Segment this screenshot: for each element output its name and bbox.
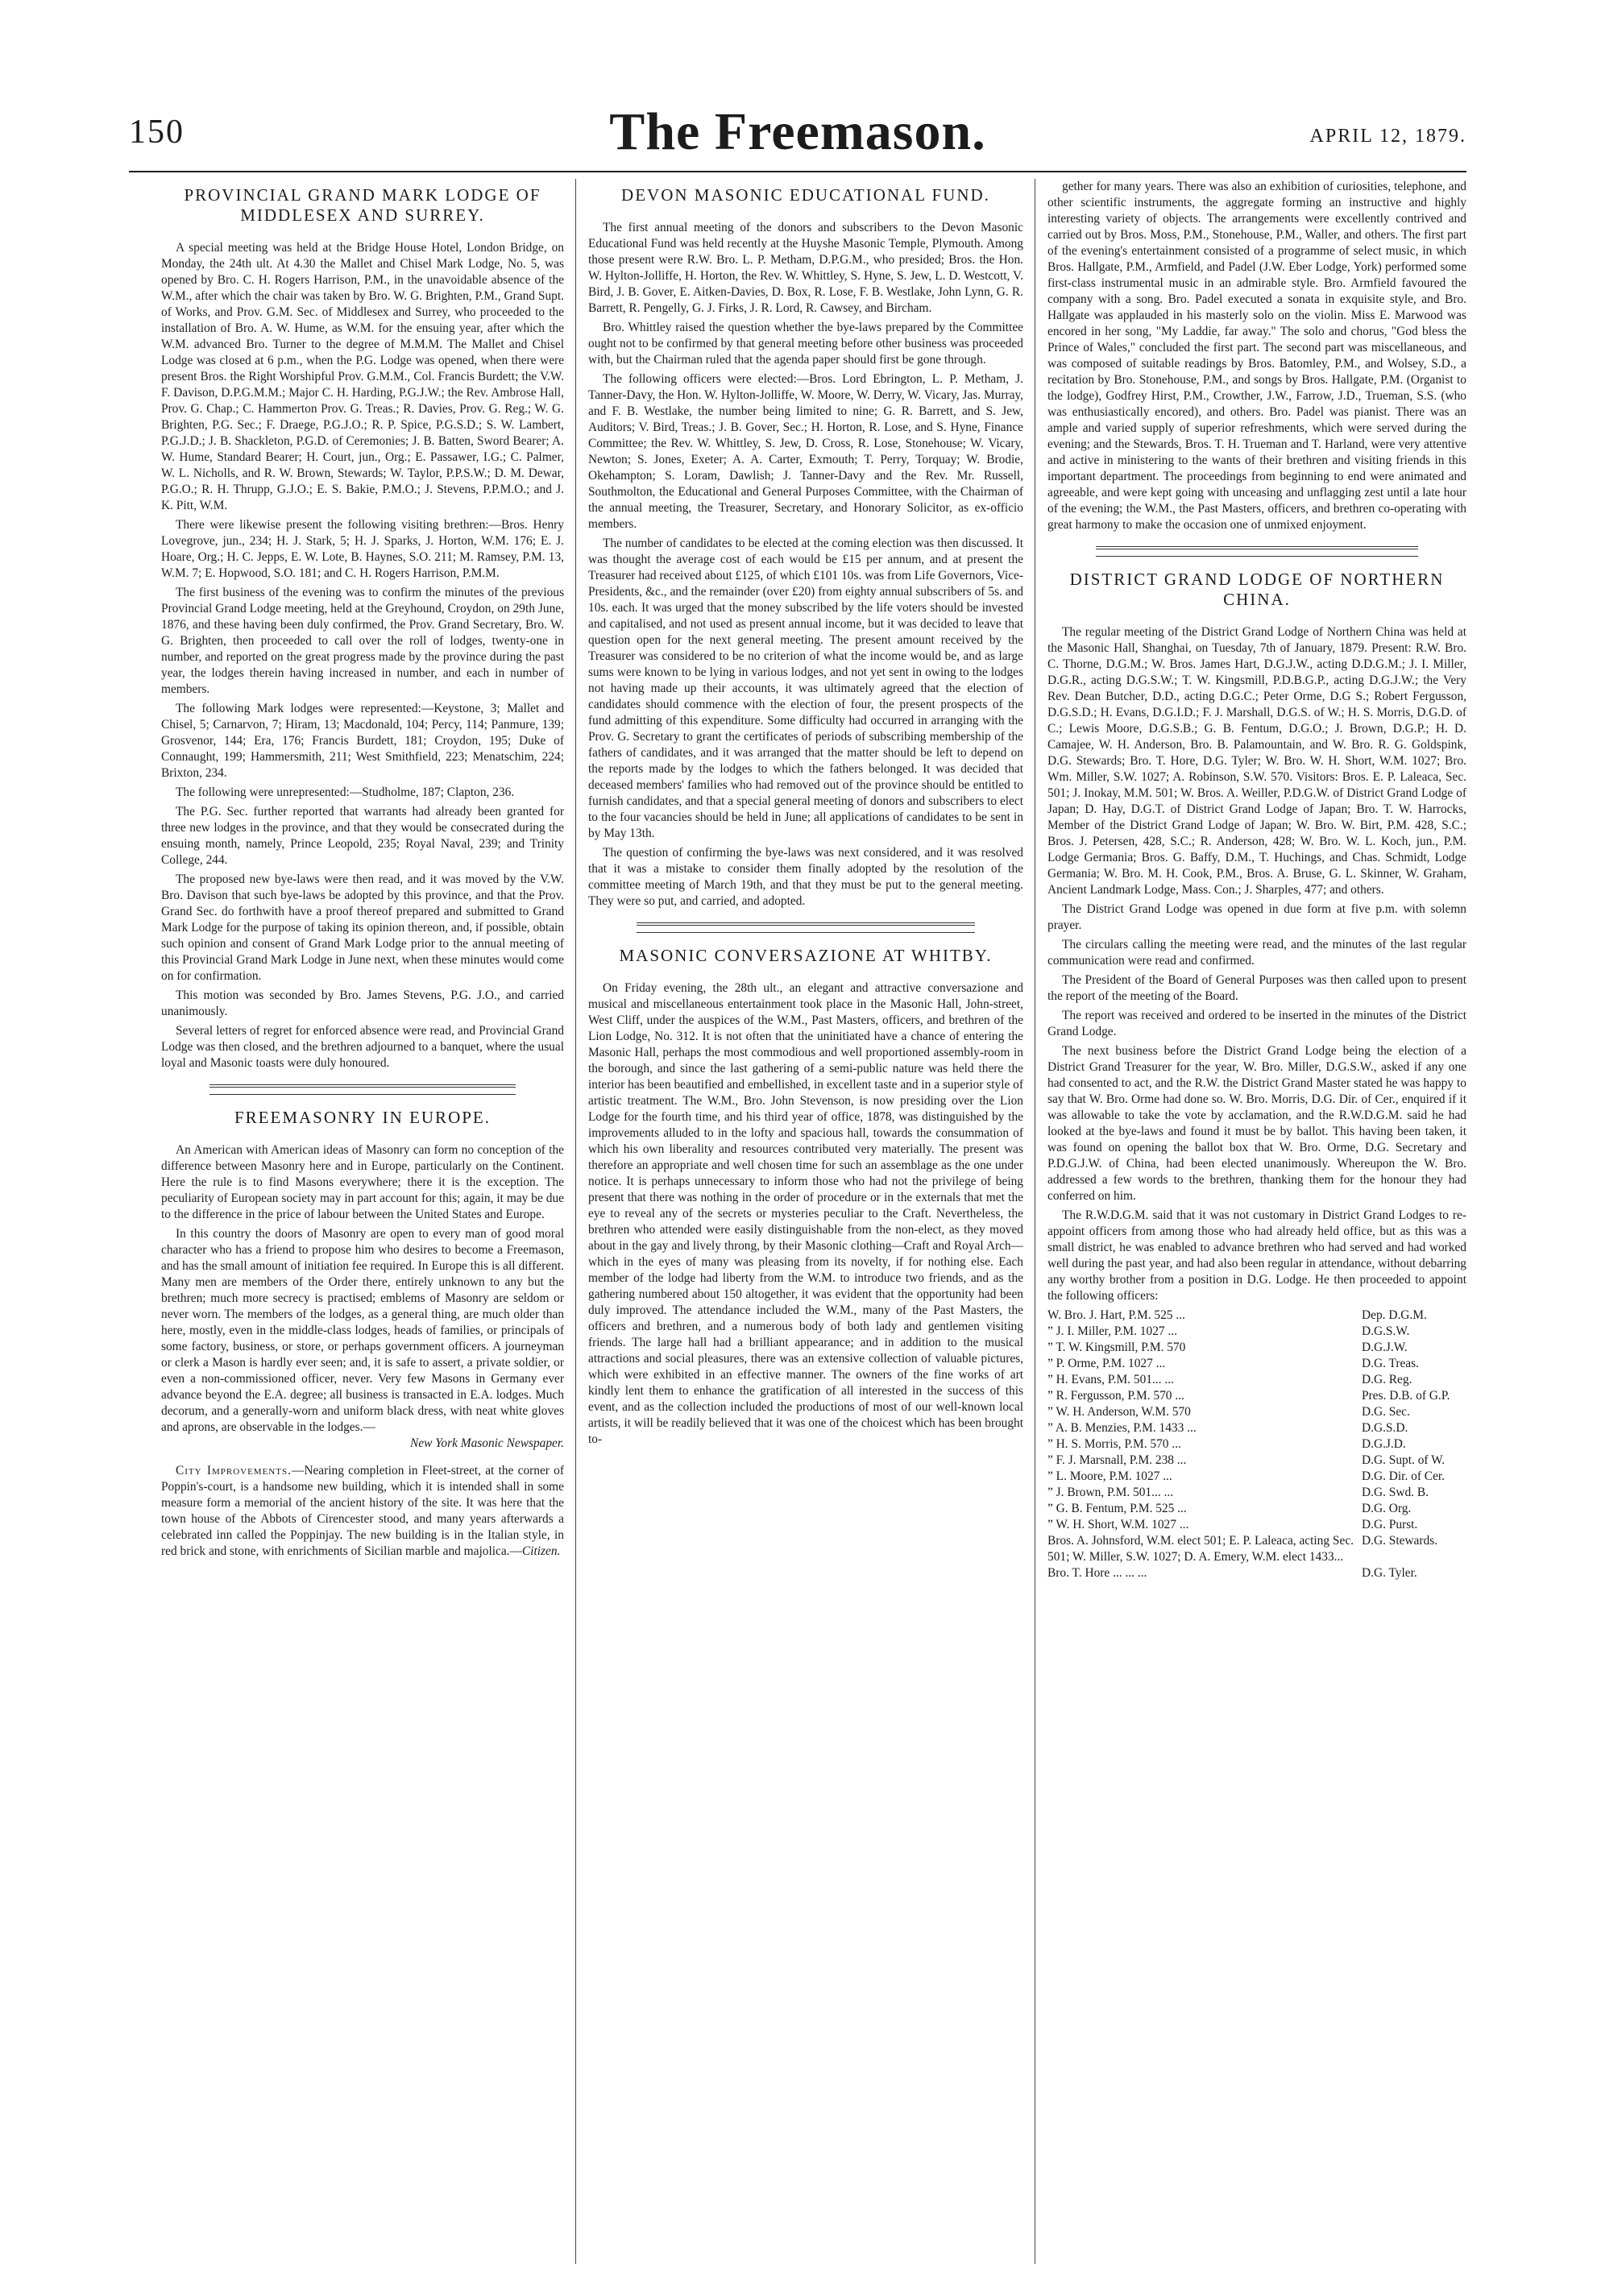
- officer-name: ” L. Moore, P.M. 1027 ...: [1047, 1469, 1172, 1483]
- paragraph: The regular meeting of the District Grand Lodge of Northern China was held at the Masonic Hall, Shanghai, on Tuesday, 7th of January, 1879. Present: R.W. Bro. C. Thorne, D.G.M.; W. Bros. James Hart, D.G.J.W., acting D.D.G.M.; J. I. Miller, D.G.R., acting D.G.S.W.; T. W. Kingsmill, P.D.B.G.P., acting D.G.J.W.; the Very Rev. Dean Butcher, D.D., acting D.G.C.; Peter Orme, D.G S.; Robert Fergusson, D.G.S.D.; H. Evans, D.G.I.D.; F. J. Marshall, D.G.S. of W.; H. S. Morris, D.G.D. of C.; Lewis Moore, D.G.S.B.; G. B. Fentum, D.G.O.; J. Brown, D.G.P.; H. D. Camajee, W. H. Anderson, Bro. B. Palamountain, and W. Bro. R. G. Goldspink, D.G. Stewards; Bro. T. Hore, D.G. Tyler; W. Bro. W. H. Short, W.M. 1027; Bro. Wm. Miller, S.W. 1027; A. Robinson, S.W. 570. Visitors: Bros. E. P. Laleaca, Sec. 501; J. Inokay, M.M. 501; W. Bros. A. Weiller, P.D.G.W. of District Grand Lodge of Japan; D. Hay, D.G.T. of District Grand Lodge of Japan; Bro. T. W. Harrocks, Member of the District Grand Lodge of Japan; W. Bro. W. Birt, P.M. 428, S.C.; Bros. J. Petersen, 428, S.C.; R. Anderson, 428; W. Bro. W. L. Koch, jun., P.M. Lodge Germania; Bros. G. Baffy, D.M., T. Huchings, and Chas. Schmidt, Lodge Germania; W. Bro. M. H. Cook, P.M., Bros. A. Bruse, G. L. Skinner, W. Graham, Ancient Landmark Lodge, Mass. Con.; J. Sharples, 477; and others.: [1047, 625, 1466, 897]
- officer-role: D.G. Reg.: [1362, 1373, 1412, 1386]
- paragraph: Several letters of regret for enforced absence were read, and Provincial Grand Lodge was then closed, and the brethren adjourned to a banquet, where the usual loyal and Masonic toasts were duly honoured.: [161, 1024, 564, 1070]
- officer-row: [1047, 1436, 1466, 1453]
- article-separator: [209, 1084, 516, 1095]
- officer-name: ” W. H. Anderson, W.M. 570: [1047, 1405, 1191, 1419]
- article-title: DISTRICT GRAND LODGE OF NORTHERN CHINA.: [1069, 570, 1445, 609]
- paragraph: On Friday evening, the 28th ult., an elegant and attractive conversazione and musical and miscellaneous entertainment took place in the Masonic Hall, John-street, West Cliff, under the auspices of the W.M., Past Masters, officers, and brethren of the Lion Lodge, No. 312. It is not often that the uninitiated have a chance of entering the Masonic Hall, perhaps the most commodious and well proportioned assembly-room in the borough, and since the last gathering of a semi-public nature was held there the interior has been beautified and embellished, in excellent taste and in a superior style of artistic treatment. The W.M., Bro. John Stevenson, is now presiding over the Lion Lodge for the fourth time, and his third year of office, 1878, was distinguished by the improvements alluded to in the lofty and spacious hall, towards the consummation of which his own liberality and resources contributed very materially. The present was therefore an appropriate and well chosen time for such an assemblage as the one under notice. It is perhaps unnecessary to inform those who had not the privilege of being present that there was nothing in the order of procedure or in the externals that met the eye to reveal any of the secrets or mysteries peculiar to the Craft. Nevertheless, the brethren who attended were easily distinguishable from the non-elect, as they moved about in the gay and lively throng, by their Masonic clothing—Craft and Royal Arch—which in the eyes of many was pleasing from its novelty, if for nothing else. Each member of the lodge had liberty from the W.M. to introduce two friends, and as the gathering numbered about 150 altogether, it was evident that the opportunity had been duly improved. The attendance included the W.M., many of the Past Masters, the officers and brethren, and a numerous body of both lady and gentlemen visiting friends. The large hall had a brilliant appearance; and in addition to the musical attractions and social pleasures, there was an extensive collection of valuable pictures, which were exhibited in an effective manner. The owners of the fine works of art kindly lent them to enhance the gratification of all interested in the success of this event, and as the collection included the productions of most of our well-known local artists, it will be readily believed that it was one of the choicest which has been brought to-: [588, 981, 1023, 1446]
- article-body: [588, 980, 1023, 1448]
- officer-row: [1047, 1501, 1466, 1517]
- officers-list: [1047, 1308, 1466, 1581]
- article-body: [1047, 624, 1466, 1304]
- officer-row: [1047, 1517, 1466, 1533]
- officer-row: [1047, 1565, 1466, 1581]
- article-source: New York Masonic Newspaper.: [410, 1436, 564, 1450]
- paragraph: In this country the doors of Masonry are open to every man of good moral character who has a friend to propose him who desires to become a Freemason, and has the small amount of initiation fee required. In Europe this is all different. Many men are members of the Order there, entirely unknown to any but the brethren; much more secrecy is practised; emblems of Masonry are seldom or never worn. The members of the lodges, as a general thing, are much older than here, mostly, even in the middle-class lodges, heads of families, or principals of some factory, business, or store, or perhaps government officers. A journeyman or clerk a Mason is hardly ever seen; and, it is safe to assert, a private soldier, or even a non-commissioned officer, never. Very few Masons in Germany ever advance beyond the E.A. degree; all business is transacted in E.A. lodges. Much decorum, and a generally-worn and uniform black dress, with neat white gloves and aprons, are observable in the lodges.—: [161, 1227, 564, 1434]
- officer-role: D.G.S.D.: [1362, 1421, 1408, 1435]
- officer-row: [1047, 1308, 1466, 1324]
- article-title: DEVON MASONIC EDUCATIONAL FUND.: [621, 185, 990, 205]
- article-separator: [637, 922, 975, 933]
- paragraph: The following Mark lodges were represented:—Keystone, 3; Mallet and Chisel, 5; Carnarvon, 7; Hiram, 13; Macdonald, 104; Percy, 114; Panmure, 139; Grosvenor, 144; Era, 176; Francis Burdett, 181; Croydon, 195; Duke of Connaught, 199; Hammersmith, 211; West Smithfield, 223; Menatschim, 224; Brixton, 234.: [161, 702, 564, 780]
- paragraph: gether for many years. There was also an exhibition of curiosities, telephone, and other scientific instruments, the aggregate forming an instructive and highly interesting variety of objects. The arrangements were excellently contrived and carried out by Bros. Moss, P.M., Stonehouse, P.M., Waller, and others. The first part of the evening's entertainment consisted of a programme of select music, in which Bros. Hallgate, P.M., Armfield, and Padel (J.W. Eber Lodge, York) performed some first-class instrumental music in an admirable style. Bro. Armfield favoured the company with a song. Bro. Padel executed a sonata in exquisite style, and Bro. Hallgate was applauded in his masterly solo on the violin. Miss E. Marwood was encored in her song, "My Laddie, far away." The solo and chorus, "God bless the Prince of Wales," concluded the first part. The second part was miscellaneous, and was composed of suitable readings by Bros. Batomley, P.M., and Wolsey, S.D., a recitation by Bro. Stonehouse, P.M., and songs by Bros. Hallgate, P.M. (Organist to the lodge), Godfrey Hirst, P.M., Crowther, J.W., Farrow, J.D., Trueman, S.S. (who was enthusiastically encored), and others. Bro. Padel was pianist. There was an ample and varied supply of superior refreshments, which were served during the evening; and the Stewards, Bros. T. H. Trueman and T. Harland, were very attentive and active in ministering to the wants of their brethren and visiting friends in this important department. The proceedings from beginning to end were animated and agreeable, and were kept going with unceasing and unflagging zest until a late hour of the evening; the W.M., the Past Masters, officers, and brethren co-operating with great harmony to make the occasion one of unmixed enjoyment.: [1047, 180, 1466, 532]
- officer-row: [1047, 1388, 1466, 1404]
- page-header: [129, 102, 1466, 187]
- officer-role: D.G. Supt. of W.: [1362, 1453, 1446, 1467]
- officer-name: ” H. Evans, P.M. 501... ...: [1047, 1373, 1174, 1386]
- paragraph: The President of the Board of General Purposes was then called upon to present the report of the meeting of the Board.: [1047, 973, 1466, 1003]
- officer-row: [1047, 1533, 1466, 1565]
- item-source: Citizen.: [521, 1544, 561, 1558]
- paragraph: The following officers were elected:—Bros. Lord Ebrington, L. P. Metham, J. Tanner-Davy, the Hon. W. Hylton-Jolliffe, W. Moore, W. Derry, W. Vicary, Jas. Murray, and F. B. Westlake, the number being limited to nine; G. R. Barrett, and S. Jew, Auditors; V. Bird, Treas.; J. B. Gover, Sec.; H. Horton, R. Lose, and S. Hyne, Finance Committee; the Rev. W. Whittley, S. Jew, D. Cross, R. Lose, Stonehouse; W. Vicary, Newton; S. Jones, Exeter; A. A. Carter, Exmouth; T. Perry, Torquay; W. Brodie, Okehampton; S. Loram, Dawlish; J. Tanner-Davy and the Rev. Mr. Russell, Southmolton, the Educational and General Purposes Committee, with the Chairman of the annual meeting, the Treasurer, Secretary, and Honorary Solicitor, as ex-officio members.: [588, 372, 1023, 531]
- paragraph: The number of candidates to be elected at the coming election was then discussed. It was thought the average cost of each would be £15 per annum, and at present the Treasurer had received about £125, of which £101 10s. was from Life Governors, Vice-Presidents, &c., and the remainder (over £20) from eighty annual subscribers of 5s. and 10s. each. It was urged that the money subscribed by the life voters should be invested and capitalised, and not used as present annual income, but it was decided to leave that question open for the next general meeting. The present amount received by the Treasurer was considered to be no criterion of what the income would be, and as large sums were known to be lying in various lodges, and not yet sent in owing to the lodges not having made up their accounts, it was ultimately agreed that the election of candidates should commence with the election of four, the present prospects of the fund admitting of this expenditure. Some difficulty had occurred in arranging with the Prov. G. Secretary to grant the certificates of periods of subscribing membership of the fathers of candidates, and it was arranged that the matter should be left to depend on the reports made by the lodges to which the fathers belonged. It was decided that deceased members' families who had removed out of the province should be entitled to furnish candidates, and that a special general meeting of donors and subscribers to elect to the four vacancies should be held in June; all applications of candidates to be sent in by May 13th.: [588, 537, 1023, 840]
- paragraph: The first business of the evening was to confirm the minutes of the previous Provincial Grand Lodge meeting, held at the Greyhound, Croydon, on 29th June, 1876, and these having been duly confirmed, the Prov. Grand Secretary, Bro. W. G. Brighten, then proceeded to call over the roll of lodges, twenty-one in number, and reported on the great progress made by the province during the past year, the lodges therein having increased in number, and each in number of members.: [161, 586, 564, 696]
- article-title: PROVINCIAL GRAND MARK LODGE OF MIDDLESEX AND SURREY.: [184, 185, 541, 225]
- issue-date: APRIL 12, 1879.: [1309, 126, 1466, 147]
- paragraph: An American with American ideas of Masonry can form no conception of the difference between Masonry here and in Europe, particularly on the Continent. Here the rule is to find Masons everywhere; there it is the exception. The peculiarity of European society may in part account for this; again, it may be due to the difference in the price of labour between the United States and Europe.: [161, 1143, 564, 1221]
- paragraph: The proposed new bye-laws were then read, and it was moved by the V.W. Bro. Davison that such bye-laws be adopted by this province, and that the Prov. Grand Sec. do forthwith have a proof thereof prepared and submitted to Grand Mark Lodge for the purpose of taking its opinion thereon, and, if possible, obtain such opinion and consent of Grand Mark Lodge prior to the annual meeting of this Provincial Grand Mark Lodge in June next, when these minutes would come on for confirmation.: [161, 872, 564, 983]
- news-item: [161, 1463, 564, 1560]
- item-heading: City Improvements.: [176, 1464, 292, 1477]
- officer-row: [1047, 1420, 1466, 1436]
- paragraph: The circulars calling the meeting were read, and the minutes of the last regular communication were read and confirmed.: [1047, 938, 1466, 968]
- officer-role: D.G. Purst.: [1362, 1518, 1418, 1531]
- officer-name: ” W. H. Short, W.M. 1027 ...: [1047, 1518, 1189, 1531]
- masthead: The Freemason.: [609, 102, 986, 161]
- officer-name: ” H. S. Morris, P.M. 570 ...: [1047, 1437, 1181, 1451]
- officer-name: ” J. I. Miller, P.M. 1027 ...: [1047, 1324, 1177, 1338]
- paragraph: The District Grand Lodge was opened in due form at five p.m. with solemn prayer.: [1047, 902, 1466, 932]
- officer-name: ” T. W. Kingsmill, P.M. 570: [1047, 1341, 1186, 1354]
- paragraph: The P.G. Sec. further reported that warrants had already been granted for three new lodges in the province, and that they would be consecrated during the ensuing month, namely, Prince Leopold, 235; Royal Naval, 239; and Trinity College, 244.: [161, 805, 564, 867]
- officer-role: D.G. Dir. of Cer.: [1362, 1469, 1446, 1483]
- officer-row: [1047, 1356, 1466, 1372]
- paragraph: The report was received and ordered to be inserted in the minutes of the District Grand Lodge.: [1047, 1009, 1466, 1038]
- article-title: FREEMASONRY IN EUROPE.: [234, 1108, 491, 1127]
- officer-name: ” F. J. Marsnall, P.M. 238 ...: [1047, 1453, 1187, 1467]
- item-text: —Nearing completion in Fleet-street, at the corner of Poppin's-court, is a handsome new building, which it is intended shall in some measure form a memorial of the ancient history of the site. It was here that the town house of the Abbots of Cirencester stood, and many years afterwards a celebrated inn called the Poppinjay. The new building is in the Italian style, in red brick and stone, with enrichments of Sicilian marble and majolica.—: [161, 1464, 564, 1558]
- header-rule: [129, 171, 1466, 172]
- officer-row: [1047, 1372, 1466, 1388]
- officer-role: Pres. D.B. of G.P.: [1362, 1389, 1450, 1403]
- paragraph: The next business before the District Grand Lodge being the election of a District Grand Treasurer for the year, W. Bro. Miller, D.G.S.W., asked if any one had consented to act, and the R.W. the District Grand Master stated he was happy to say that W. Bro. Orme had done so. W. Bro. Morris, D.G. Dir. of Cer., enquired if it was allowable to take the vote by acclamation, and the R.W.D.G.M. said he had looked at the bye-laws and found it must be by ballot. This having been taken, it was found on opening the ballot box that W. Bro. Orme, D.G. Secretary and P.D.G.J.W. of China, had been elected unanimously. Whereupon the W. Bro. addressed a few words to the brethren, thanking them for the honour they had conferred on him.: [1047, 1044, 1466, 1203]
- officer-name: ” P. Orme, P.M. 1027 ...: [1047, 1357, 1166, 1370]
- officer-role: D.G.J.D.: [1362, 1437, 1406, 1451]
- officer-row: [1047, 1469, 1466, 1485]
- officer-name: ” J. Brown, P.M. 501... ...: [1047, 1486, 1174, 1499]
- officer-role: D.G. Tyler.: [1362, 1566, 1417, 1580]
- officer-name: W. Bro. J. Hart, P.M. 525 ...: [1047, 1308, 1185, 1322]
- officer-role: Dep. D.G.M.: [1362, 1308, 1427, 1322]
- officer-row: [1047, 1324, 1466, 1340]
- officer-role: D.G. Stewards.: [1362, 1534, 1438, 1548]
- officer-row: [1047, 1404, 1466, 1420]
- officer-role: D.G.J.W.: [1362, 1341, 1408, 1354]
- officer-name: Bro. T. Hore ... ... ...: [1047, 1566, 1147, 1580]
- officer-row: [1047, 1453, 1466, 1469]
- column-3: [1047, 179, 1466, 2264]
- column-divider: [575, 179, 576, 2264]
- paragraph: A special meeting was held at the Bridge House Hotel, London Bridge, on Monday, the 24th ult. At 4.30 the Mallet and Chisel Mark Lodge, No. 5, was opened by Bro. C. H. Rogers Harrison, P.M., in the unavoidable absence of the W.M., after which the chair was taken by Bro. W. G. Brighten, P.M., Grand Supt. of Works, and Prov. G.M. Sec. of Middlesex and Surrey, who proceeded to the installation of Bro. A. W. Hume, as W.M. for the ensuing year, after which the W.M. advanced Bro. Turner to the degree of M.M.M. The Mallet and Chisel Lodge was closed at 6 p.m., when the P.G. Lodge was opened, when there were present Bros. the Right Worshipful Prov. G.M.M., Col. Francis Burdett; the V.W. F. Davison, D.P.G.M.M.; Major C. H. Harding, P.G.J.W.; the Rev. Ambrose Hall, Prov. G. Chap.; C. Hammerton Prov. G. Treas.; R. Davies, Prov. G. Reg.; W. G. Brighten, P.G. Sec.; F. Draege, P.G.J.O.; R. P. Spice, P.G.S.D.; S. W. Lambert, P.G.J.D.; J. B. Shackleton, P.G.D. of Ceremonies; J. B. Batten, Sword Bearer; A. W. Hume, Standard Bearer; H. Court, jun., Org.; E. Passawer, I.G.; C. Palmer, W. L. Nicholls, and R. W. Brown, Stewards; W. Taylor, P.P.S.W.; D. M. Dewar, P.G.O.; R. H. Thrupp, G.J.O.; E. S. Bakie, P.M.O.; J. Stevens, P.P.M.O.; and J. K. Pitt, W.M.: [161, 241, 564, 512]
- officer-name: ” A. B. Menzies, P.M. 1433 ...: [1047, 1421, 1197, 1435]
- officer-name: ” R. Fergusson, P.M. 570 ...: [1047, 1389, 1184, 1403]
- paragraph: There were likewise present the following visiting brethren:—Bros. Henry Lovegrove, jun., 234; H. J. Stark, 5; H. J. Sparks, J. Horton, W.M. 176; E. J. Hoare, Org.; H. C. Jepps, E. W. Lote, B. Haynes, S.O. 211; M. Ramsey, P.M. 13, W.M. 7; E. Hopwood, S.O. 181; and C. H. Rogers Harrison, P.M.M.: [161, 518, 564, 580]
- article-body: [161, 1142, 564, 1436]
- officer-role: D.G.S.W.: [1362, 1324, 1410, 1338]
- officer-role: D.G. Sec.: [1362, 1405, 1410, 1419]
- paragraph: The question of confirming the bye-laws was next considered, and it was resolved that it was a mistake to consider them finally adopted by the resolution of the committee meeting of March 19th, and that they must be put to the general meeting. They were so put, and carried, and adopted.: [588, 846, 1023, 908]
- officer-name: Bros. A. Johnsford, W.M. elect 501; E. P. Laleaca, acting Sec. 501; W. Miller, S.W. 1027; D. A. Emery, W.M. elect 1433...: [1047, 1534, 1354, 1564]
- officer-row: [1047, 1340, 1466, 1356]
- officer-row: [1047, 1485, 1466, 1501]
- article-separator: [1096, 546, 1418, 557]
- paragraph: This motion was seconded by Bro. James Stevens, P.G. J.O., and carried unanimously.: [161, 988, 564, 1018]
- officer-role: D.G. Swd. B.: [1362, 1486, 1429, 1499]
- article-title: MASONIC CONVERSAZIONE AT WHITBY.: [619, 946, 993, 965]
- article-body: [1047, 179, 1466, 533]
- paragraph: The R.W.D.G.M. said that it was not customary in District Grand Lodges to re-appoint officers from among those who had already held office, but as this was a small district, he was enabled to advance brethren who had served and had worked well during the past year, and had also been regular in attendance, without debarring any worthy brother from a position in D.G. Lodge. He then proceeded to appoint the following officers:: [1047, 1208, 1466, 1303]
- officer-role: D.G. Org.: [1362, 1502, 1412, 1515]
- officer-role: D.G. Treas.: [1362, 1357, 1419, 1370]
- article-body: [588, 220, 1023, 910]
- paragraph: The following were unrepresented:—Studholme, 187; Clapton, 236.: [176, 785, 515, 799]
- paragraph: Bro. Whittley raised the question whether the bye-laws prepared by the Committee ought not to be confirmed by that general meeting before other business was proceeded with, but the Chairman ruled that the agenda paper should first be gone through.: [588, 321, 1023, 367]
- officer-name: ” G. B. Fentum, P.M. 525 ...: [1047, 1502, 1187, 1515]
- column-1: [161, 179, 564, 2264]
- paragraph: The first annual meeting of the donors and subscribers to the Devon Masonic Educational Fund was held recently at the Huyshe Masonic Temple, Plymouth. Among those present were R.W. Bro. L. P. Metham, D.P.G.M., who presided; Bros. the Hon. W. Hylton-Jolliffe, H. Horton, the Rev. W. Whittley, S. Hyne, S. Jew, L. D. Westcott, V. Bird, J. B. Gover, E. Aitken-Davies, D. Box, R. Lose, F. B. Westlake, John Lynn, G. R. Barrett, R. Pengelly, G. J. Firks, J. R. Lord, R. Cawsey, and Bircham.: [588, 221, 1023, 315]
- column-2: [588, 179, 1023, 2264]
- page-number: 150: [129, 114, 185, 151]
- article-body: [161, 240, 564, 1071]
